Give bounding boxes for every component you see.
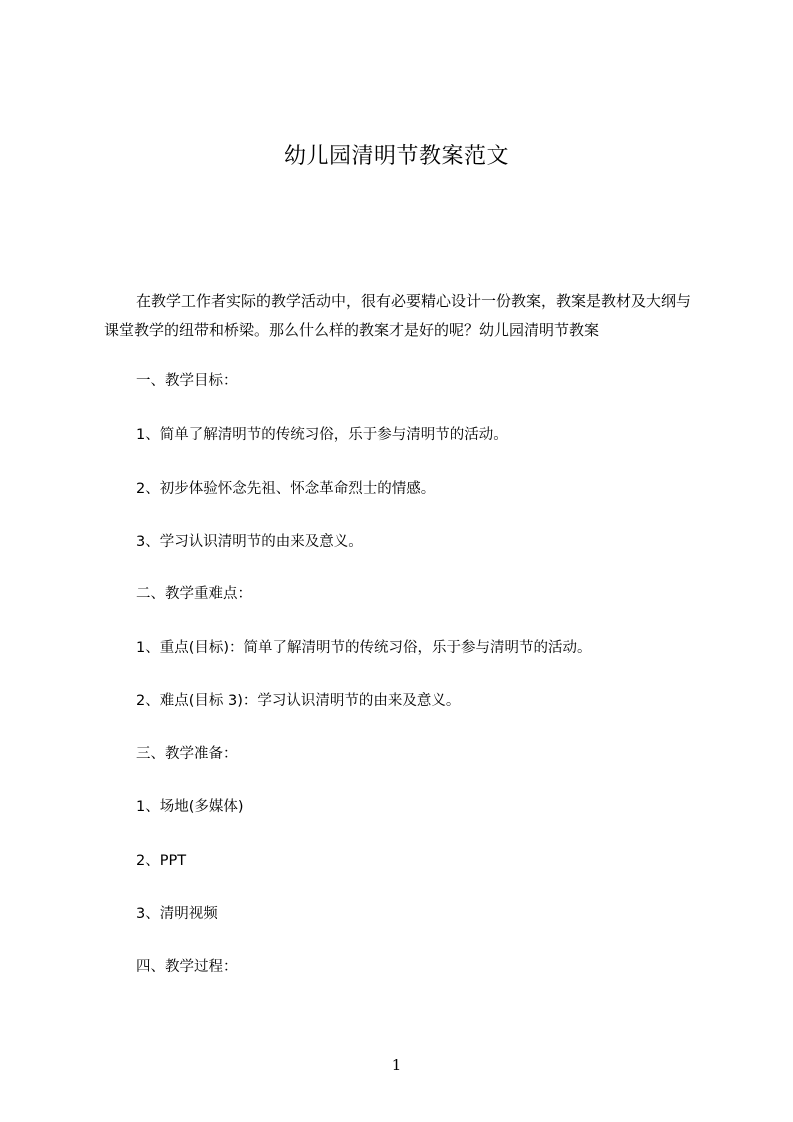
- objective-item-1: 1、简单了解清明节的传统习俗，乐于参与清明节的活动。: [136, 427, 508, 443]
- preparation-item-2: 2、PPT: [136, 853, 187, 869]
- page-number: 1: [391, 1056, 402, 1074]
- key-point-item-2: 2、难点(目标 3)：学习认识清明节的由来及意义。: [136, 693, 461, 709]
- intro-paragraph: 在教学工作者实际的教学活动中，很有必要精心设计一份教案，教案是教材及大纲与课堂教学的纽带和桥梁。那么什么样的教案才是好的呢？幼儿园清明节教案: [104, 292, 692, 339]
- objective-item-3: 3、学习认识清明节的由来及意义。: [136, 534, 363, 550]
- preparation-item-3: 3、清明视频: [136, 906, 218, 922]
- key-point-item-1: 1、重点(目标)：简单了解清明节的传统习俗，乐于参与清明节的活动。: [136, 640, 592, 656]
- objective-item-2: 2、初步体验怀念先祖、怀念革命烈士的情感。: [136, 481, 436, 497]
- section-heading-objectives: 一、教学目标：: [136, 373, 238, 389]
- document-title: 幼儿园清明节教案范文: [283, 144, 509, 169]
- section-heading-key-points: 二、教学重难点：: [136, 586, 252, 602]
- preparation-item-1: 1、场地(多媒体): [136, 799, 244, 815]
- section-heading-process: 四、教学过程：: [136, 959, 238, 975]
- section-heading-preparation: 三、教学准备：: [136, 746, 238, 762]
